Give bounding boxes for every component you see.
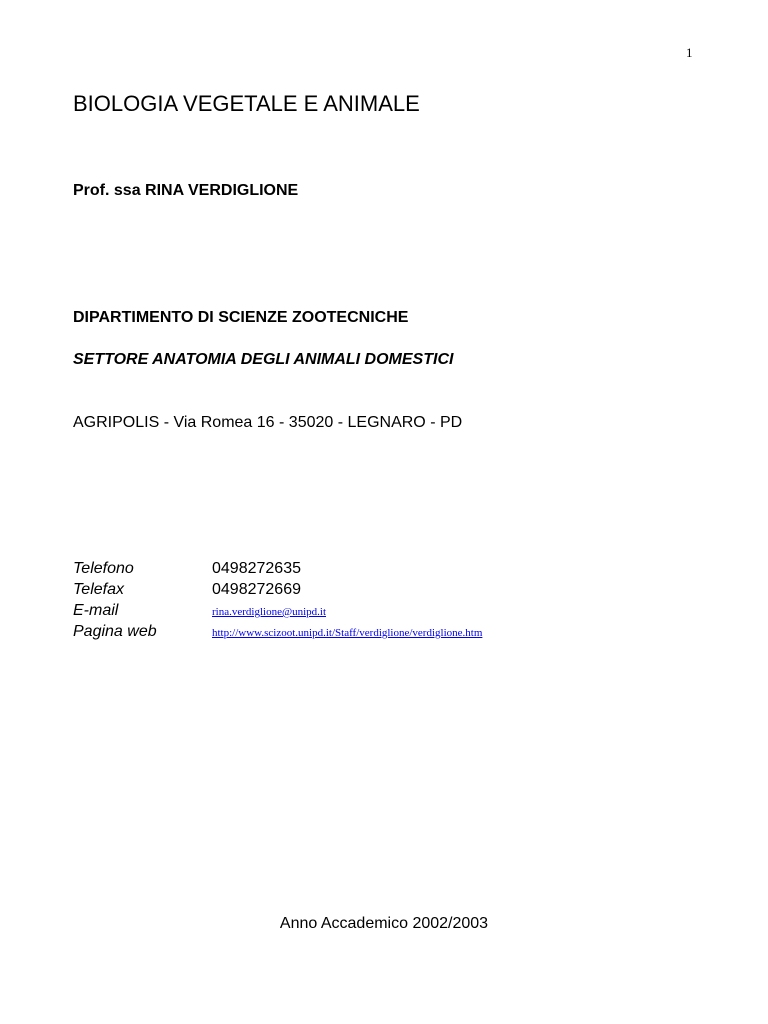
fax-value: 0498272669 bbox=[212, 581, 301, 598]
fax-label: Telefax bbox=[73, 581, 124, 598]
web-link[interactable]: http://www.scizoot.unipd.it/Staff/verdiglione/verdiglione.htm bbox=[212, 627, 483, 639]
professor-name: Prof. ssa RINA VERDIGLIONE bbox=[73, 182, 299, 199]
page-number: 1 bbox=[686, 45, 693, 60]
sector-name: SETTORE ANATOMIA DEGLI ANIMALI DOMESTICI bbox=[73, 351, 454, 368]
address: AGRIPOLIS - Via Romea 16 - 35020 - LEGNARO - PD bbox=[73, 414, 463, 431]
email-label: E-mail bbox=[73, 602, 119, 619]
email-link[interactable]: rina.verdiglione@unipd.it bbox=[212, 606, 326, 618]
academic-year: Anno Accademico 2002/2003 bbox=[279, 915, 489, 932]
document-title: BIOLOGIA VEGETALE E ANIMALE bbox=[73, 91, 420, 116]
department-name: DIPARTIMENTO DI SCIENZE ZOOTECNICHE bbox=[73, 309, 409, 326]
phone-value: 0498272635 bbox=[212, 560, 301, 577]
phone-label: Telefono bbox=[73, 560, 134, 577]
web-label: Pagina web bbox=[73, 623, 157, 640]
